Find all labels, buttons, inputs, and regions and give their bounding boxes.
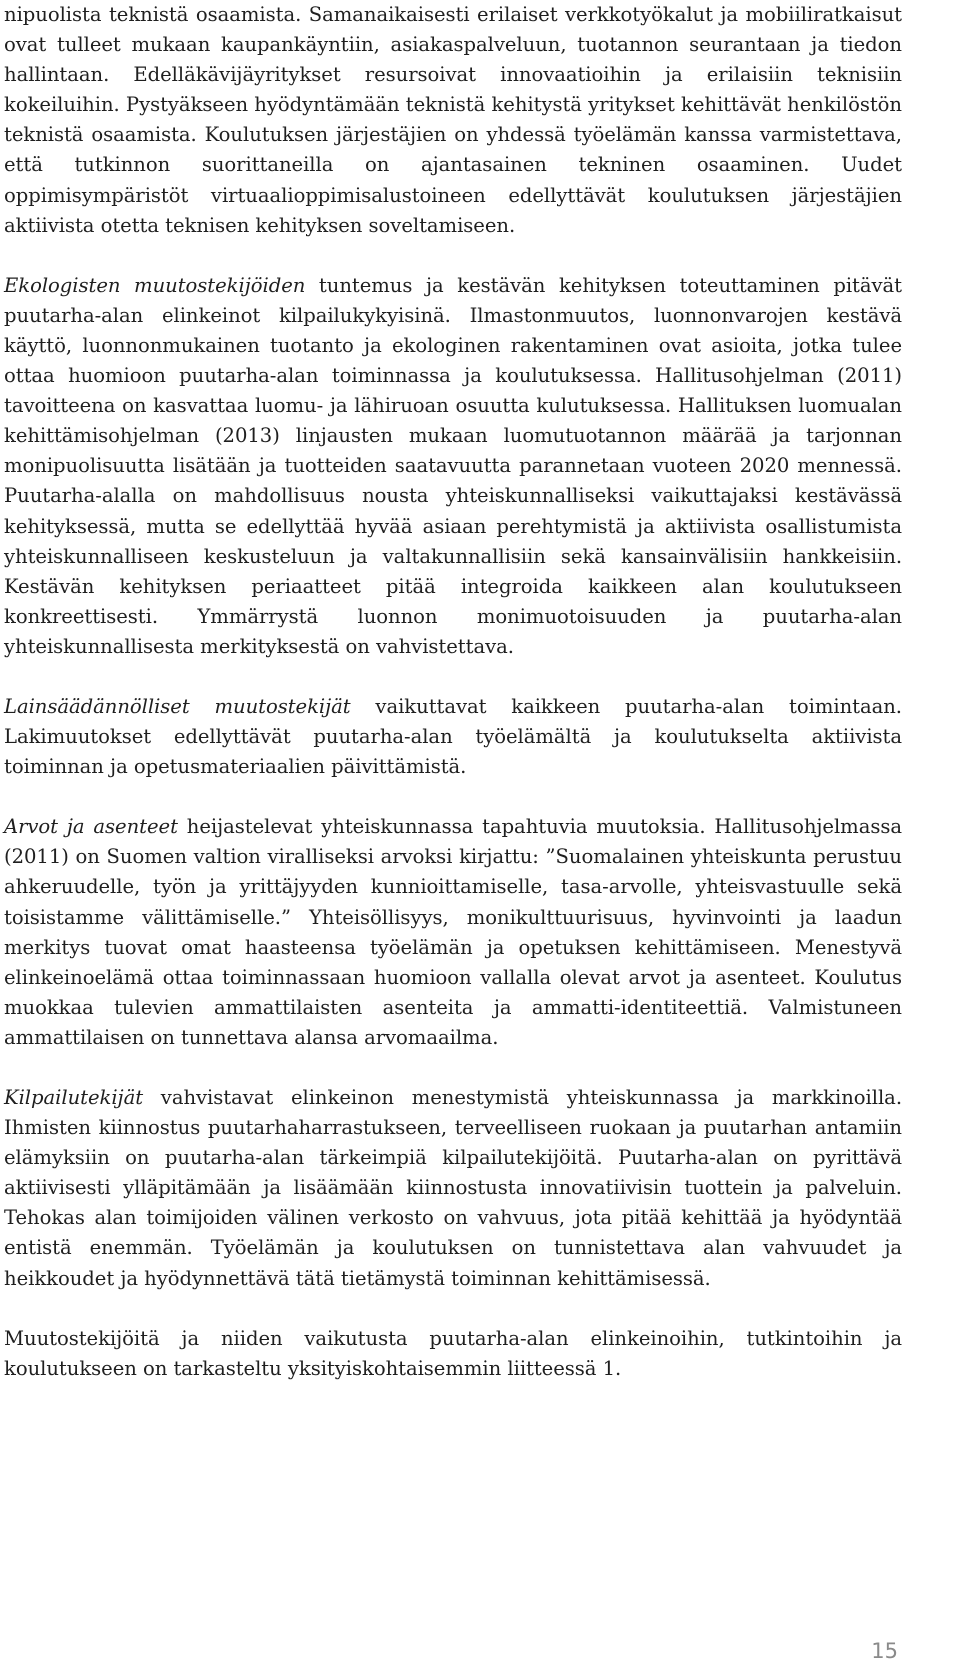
paragraph-appendix-reference — [4, 1324, 902, 1384]
paragraph-values-attitudes — [4, 812, 902, 1053]
paragraph-competitive-factors — [4, 1083, 902, 1294]
paragraph-lead-term: Lainsäädännölliset muutostekijät — [4, 694, 351, 718]
paragraph-ecological-factors — [4, 271, 902, 662]
paragraph-text: heijastelevat yhteiskunnassa tapahtuvia muutoksia. Hallitusohjelmassa (2011) on Suomen valtion viralliseksi arvoksi kirjattu: ”Suomalainen yhteiskunta perustuu ahkeruudelle, työn ja yrittäjyyden kunnioittamiselle, tasa-arvolle, yhteisvastuulle sekä toisistamme välittämiselle.” Yhteisöllisyys, monikulttuurisuus, hyvinvointi ja laadun merkitys tuovat omat haasteensa työelämän ja opetuksen kehittämiseen. Menestyvä elinkeinoelämä ottaa toiminnassaan huomioon vallalla olevat arvot ja asenteet. Koulutus muokkaa tulevien ammattilaisten asenteita ja ammatti-identiteettiä. Valmistuneen ammattilaisen on tunnettava alansa arvomaailma. — [4, 815, 902, 1049]
paragraph-text: vaikuttavat kaikkeen puutarha-alan toimintaan. Lakimuutokset edellyttävät puutarha-alan työelämältä ja koulutukselta aktiivista toiminnan ja opetusmateriaalien päivittämistä. — [4, 694, 902, 779]
page-number: 15 — [871, 1639, 898, 1663]
paragraph-technical-competence — [4, 0, 902, 241]
paragraph-text: Muutostekijöitä ja niiden vaikutusta puutarha-alan elinkeinoihin, tutkintoihin ja koulutukseen on tarkasteltu yksityiskohtaisemmin liitteessä 1. — [4, 1326, 902, 1380]
paragraph-lead-term: Kilpailutekijät — [4, 1086, 144, 1109]
paragraph-legislative-factors — [4, 692, 902, 782]
paragraph-text: tuntemus ja kestävän kehityksen toteuttaminen pitävät puutarha-alan elinkeinot kilpailukykyisinä. Ilmastonmuutos, luonnonvarojen kestävä käyttö, luonnonmukainen tuotanto ja ekologinen rakentaminen ovat asioita, jotka tulee ottaa huomioon puutarha-alan toiminnassa ja koulutuksessa. Hallitusohjelman (2011) tavoitteena on kasvattaa luomu- ja lähiruoan osuutta kulutuksessa. Hallituksen luomualan kehittämisohjelman (2013) linjausten mukaan luomutuotannon määrää ja tarjonnan monipuolisuutta lisätään ja tuotteiden saatavuutta parannetaan vuoteen 2020 mennessä. Puutarha-alalla on mahdollisuus nousta yhteiskunnalliseksi vaikuttajaksi kestävässä kehityksessä, mutta se edellyttää hyvää asiaan perehtymistä ja aktiivista osallistumista yhteiskunnalliseen keskusteluun ja valtakunnallisiin sekä kansainvälisiin hankkeisiin. Kestävän kehityksen periaatteet pitää integroida kaikkeen alan koulutukseen konkreettisesti. Ymmärrystä luonnon monimuotoisuuden ja puutarha-alan yhteiskunnallisesta merkityksestä on vahvistettava. — [4, 273, 902, 658]
paragraph-text: nipuolista teknistä osaamista. Samanaikaisesti erilaiset verkkotyökalut ja mobiiliratkaisut ovat tulleet mukaan kaupankäyntiin, asiakaspalveluun, tuotannon seurantaan ja tiedon hallintaan. Edelläkävijäyritykset resursoivat innovaatioihin ja erilaisiin teknisiin kokeiluihin. Pystyäkseen hyödyntämään teknistä kehitystä yritykset kehittävät henkilöstön teknistä osaamista. Koulutuksen järjestäjien on yhdessä työelämän kanssa varmistettava, että tutkinnon suorittaneilla on ajantasainen tekninen osaaminen. Uudet oppimisympäristöt virtuaalioppimisalustoineen edellyttävät koulutuksen järjestäjien aktiivista otetta teknisen kehityksen soveltamiseen. — [4, 3, 902, 237]
document-body — [4, 0, 902, 1384]
paragraph-lead-term: Arvot ja asenteet — [4, 815, 178, 839]
paragraph-lead-term: Ekologisten muutostekijöiden — [4, 273, 306, 297]
paragraph-text: vahvistavat elinkeinon menestymistä yhteiskunnassa ja markkinoilla. Ihmisten kiinnostus puutarhaharrastukseen, terveelliseen ruokaan ja puutarhan antamiin elämyksiin on puutarha-alan tärkeimpiä kilpailutekijöitä. Puutarha-alan on pyrittävä aktiivisesti ylläpitämään ja lisäämään kiinnostusta innovatiivisin tuottein ja palveluin. Tehokas alan toimijoiden välinen verkosto on vahvuus, jota pitää kehittää ja hyödyntää entistä enemmän. Työelämän ja koulutuksen on tunnistettava alan vahvuudet ja heikkoudet ja hyödynnettävä tätä tietämystä toiminnan kehittämisessä. — [4, 1086, 902, 1290]
